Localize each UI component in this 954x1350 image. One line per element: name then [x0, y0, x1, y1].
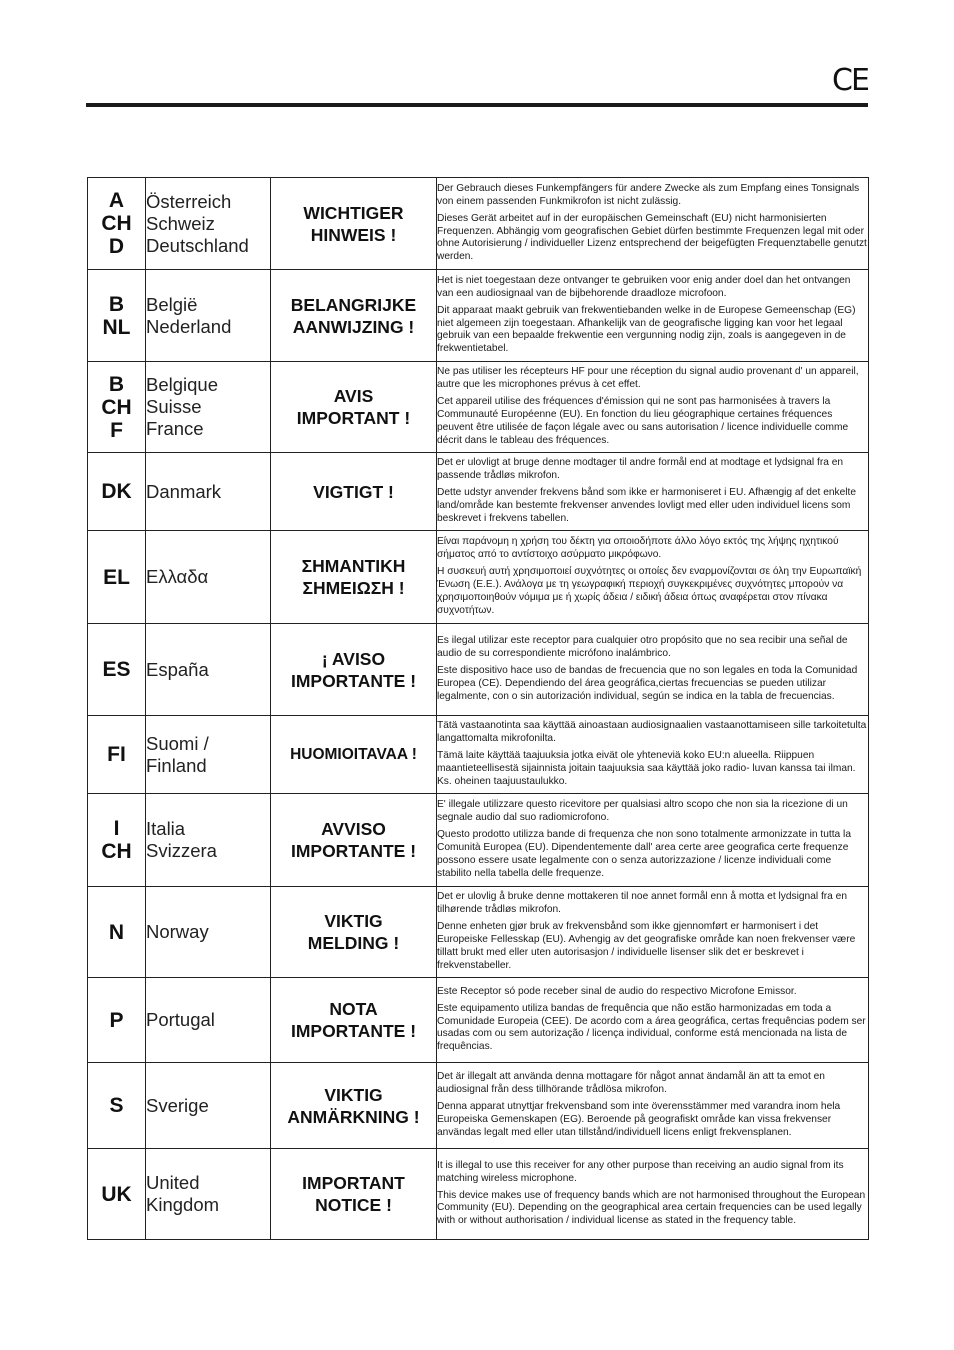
country-name: Norway — [146, 887, 271, 978]
country-code: N — [88, 887, 146, 978]
frequency-notice-text: Dette udstyr anvender frekvens bånd som ikke er harmoniseret i EU. Afhængig af det enkelte land/område kan bestemte frekvenser anvendes lovligt med eller uden individuel licens som beskrevet i frekvens tabellen. — [437, 487, 857, 524]
header-rule — [86, 103, 868, 107]
usage-restriction-text: E' illegale utilizzare questo ricevitore per qualsiasi altro scopo che non sia la ricezione di un segnale audio dal suo radiomicrofono. — [437, 799, 848, 824]
notice-text — [437, 624, 869, 716]
table-row — [88, 178, 869, 270]
usage-restriction-text: Είναι παράνομη η χρήση του δέκτη για οποιοδήποτε άλλο λόγο εκτός της λήψης ηχητικού σήματος από το αντίστοιχο ασύρματο μικρόφωνο. — [437, 536, 839, 561]
frequency-notice-text: Este equipamento utiliza bandas de frequência que não estão harmonizadas em toda a Comunidade Europeia (CEE). De acordo com a área geográfica, certas frequências podem ser usadas com ou sem autorização / licença individual, conforme está mencionada na lista de frequências. — [437, 1002, 866, 1053]
usage-restriction-text: Es ilegal utilizar este receptor para cualquier otro propósito que no sea recibir una señal de audio de su correspondiente micrófono inalámbrico. — [437, 635, 848, 660]
country-name: Danmark — [146, 453, 271, 531]
notice-heading: IMPORTANT NOTICE ! — [271, 1149, 437, 1240]
notice-heading: HUOMIOITAVAA ! — [271, 716, 437, 794]
country-code: I CH — [88, 794, 146, 887]
usage-restriction-text: Het is niet toegestaan deze ontvanger te gebruiken voor enig ander doel dan het ontvangen van een audiosignaal van de bijbehorende draadloze microfoon. — [437, 274, 851, 299]
table-row — [88, 887, 869, 978]
country-code: ES — [88, 624, 146, 716]
frequency-notice-text: Dit apparaat maakt gebruik van frekwentiebanden welke in de Europese Gemeenschap (EG) niet algemeen zijn toegestaan. Afhankelijk van de geografische ligging kan voor het legaal gebruik van een bepaalde frekwentie een vergunning nodig zijn, zoals is aangegeven in de frekwentietabel. — [437, 304, 856, 355]
country-name: United Kingdom — [146, 1149, 271, 1240]
frequency-notice-text: Questo prodotto utilizza bande di frequenza che non sono totalmente armonizzate in tutta la Comunità Europea (EU). Dipendentemente dall' area certe aree geografica certe frequenze possono essere usate legalmente con o senza autorizzazione / licenze individuali come stabilito nella tabella delle frequenze. — [437, 829, 851, 879]
notice-text — [437, 362, 869, 453]
table-row — [88, 794, 869, 887]
regulatory-notice-table — [87, 177, 869, 1240]
table-row — [88, 716, 869, 794]
frequency-notice-text: Dieses Gerät arbeitet auf in der europäischen Gemeinschaft (EU) nicht harmonisierten Frequenzen. Abhängig vom geografischen Gebiet dürfen bestimmte Frequenzen legal mit oder ohne Autorisierung / individueller Lizenz entsprechend der beigefügten Frequenztabelle genutzt werden. — [437, 212, 867, 263]
country-code: DK — [88, 453, 146, 531]
frequency-notice-text: Cet appareil utilise des fréquences d'émission qui ne sont pas harmonisées à travers la Communauté Européenne (EU). En fonction du lieu géographique certaines fréquences peuvent être utilisée de façon légale avec ou sans autorisation / licence individuelle comme décrit dans le tableau des fréquences. — [437, 396, 849, 446]
country-name: Ελλαδα — [146, 531, 271, 624]
notice-text — [437, 978, 869, 1063]
notice-text — [437, 531, 869, 624]
notice-text — [437, 794, 869, 887]
country-name: Belgique Suisse France — [146, 362, 271, 453]
table-row — [88, 362, 869, 453]
notice-heading: BELANGRIJKE AANWIJZING ! — [271, 270, 437, 362]
notice-heading: ΣΗΜΑΝΤΙΚΗ ΣΗΜΕΙΩΣΗ ! — [271, 531, 437, 624]
notice-text — [437, 1063, 869, 1149]
table-body — [88, 178, 869, 1240]
notice-text — [437, 270, 869, 362]
country-code: B CH F — [88, 362, 146, 453]
country-name: Suomi / Finland — [146, 716, 271, 794]
country-name: Sverige — [146, 1063, 271, 1149]
country-code: S — [88, 1063, 146, 1149]
country-name: België Nederland — [146, 270, 271, 362]
ce-mark: CE — [832, 63, 868, 98]
table-row — [88, 453, 869, 531]
notice-heading: ¡ AVISO IMPORTANTE ! — [271, 624, 437, 716]
table-row — [88, 531, 869, 624]
country-name: España — [146, 624, 271, 716]
country-code: P — [88, 978, 146, 1063]
usage-restriction-text: Ne pas utiliser les récepteurs HF pour une réception du signal audio provenant d' un appareil, autre que les microphones prévus à cet effet. — [437, 366, 859, 391]
frequency-notice-text: Este dispositivo hace uso de bandas de frecuencia que no son legales en toda la Comunidad Europea (CE). Dependiendo del área geográfica,ciertas frecuencias se pueden utilizar legalmente, con o sin autorización individual, según se indica en la tabla de frecuencias. — [437, 665, 858, 702]
usage-restriction-text: Det er ulovligt at bruge denne modtager til andre formål end at modtage et lydsignal fra en passende trådløs mikrofon. — [437, 457, 844, 482]
notice-heading: NOTA IMPORTANTE ! — [271, 978, 437, 1063]
table-row — [88, 1149, 869, 1240]
notice-text — [437, 1149, 869, 1240]
country-code: UK — [88, 1149, 146, 1240]
usage-restriction-text: Este Receptor só pode receber sinal de audio do respectivo Microfone Emissor. — [437, 985, 797, 997]
frequency-notice-text: Denna apparat utnyttjar frekvensband som inte överensstämmer med varandra inom hela Europeiska Gemenskapen (EG). Beroende på geografiskt område kan vissa frekvenser användas legalt med eller utan tillstånd/individuell licens enligt frekvensplanen. — [437, 1101, 841, 1138]
country-code: EL — [88, 531, 146, 624]
notice-text — [437, 716, 869, 794]
country-code: A CH D — [88, 178, 146, 270]
notice-text — [437, 887, 869, 978]
table-row — [88, 624, 869, 716]
notice-heading: VIKTIG ANMÄRKNING ! — [271, 1063, 437, 1149]
frequency-notice-text: Denne enheten gjør bruk av frekvensbånd som ikke gjennomført er harmonisert i det Europeiske Fellesskap (EU). Avhengig av det geografiske område kan noen frekvenser være tillatt brukt med eller uten autorisasjon / individuelle lisenser slik det er beskrevet i frekvenstabeller. — [437, 921, 856, 971]
country-code: FI — [88, 716, 146, 794]
country-code: B NL — [88, 270, 146, 362]
notice-heading: VIGTIGT ! — [271, 453, 437, 531]
notice-heading: WICHTIGER HINWEIS ! — [271, 178, 437, 270]
frequency-notice-text: Tämä laite käyttää taajuuksia jotka eivät ole yhteneviä koko EU:n alueella. Riippuen maantieteellisestä sijainnista joitain taajuuksia saa käyttää joko radio- luvan kanssa tai ilman. Ks. oheinen taajuustaulukko. — [437, 750, 856, 787]
notice-text — [437, 453, 869, 531]
country-name: Italia Svizzera — [146, 794, 271, 887]
country-name: Österreich Schweiz Deutschland — [146, 178, 271, 270]
frequency-notice-text: This device makes use of frequency bands which are not harmonised throughout the European Community (EU). Depending on the geographical area certain frequencies can be used legally with or without authorisation / individual license as stated in the frequency table. — [437, 1189, 866, 1227]
usage-restriction-text: Det är illegalt att använda denna mottagare för något annat ändamål än att ta emot en audiosignal från dess tillhörande trådlösa mikrofon. — [437, 1071, 825, 1096]
frequency-notice-text: Η συσκευή αυτή χρησιμοποιεί συχνότητες οι οποίες δεν εναρμονίζονται σε όλη την Ευρωπαϊκή Ένωση (Ε.Ε.). Ανάλογα με τη γεωγραφική περιοχή συγκεκριμένες συχνότητες μπορούν να χρησιμοποιηθούν νόμιμα με ή χωρίς άδεια / ειδική άδεια όπως αναφέρεται στον πίνακα συχνοτήτων. — [437, 566, 862, 616]
notice-text — [437, 178, 869, 270]
table-row — [88, 1063, 869, 1149]
notice-heading: AVIS IMPORTANT ! — [271, 362, 437, 453]
table-row — [88, 978, 869, 1063]
usage-restriction-text: Det er ulovlig å bruke denne mottakeren til noe annet formål enn å motta et lydsignal fra en tilhørende trådløs mikrofon. — [437, 891, 848, 916]
country-name: Portugal — [146, 978, 271, 1063]
table-row — [88, 270, 869, 362]
notice-heading: VIKTIG MELDING ! — [271, 887, 437, 978]
usage-restriction-text: Tätä vastaanotinta saa käyttää ainoastaan audiosignaalien vastaanottamiseen sille tarkoitetulta langattomalta mikrofonilta. — [437, 720, 867, 745]
notice-heading: AVVISO IMPORTANTE ! — [271, 794, 437, 887]
usage-restriction-text: It is illegal to use this receiver for any other purpose than receiving an audio signal from its matching wireless microphone. — [437, 1159, 844, 1184]
usage-restriction-text: Der Gebrauch dieses Funkempfängers für andere Zwecke als zum Empfang eines Tonsignals von einem passenden Funkmikrofon ist nicht zulässig. — [437, 182, 860, 207]
